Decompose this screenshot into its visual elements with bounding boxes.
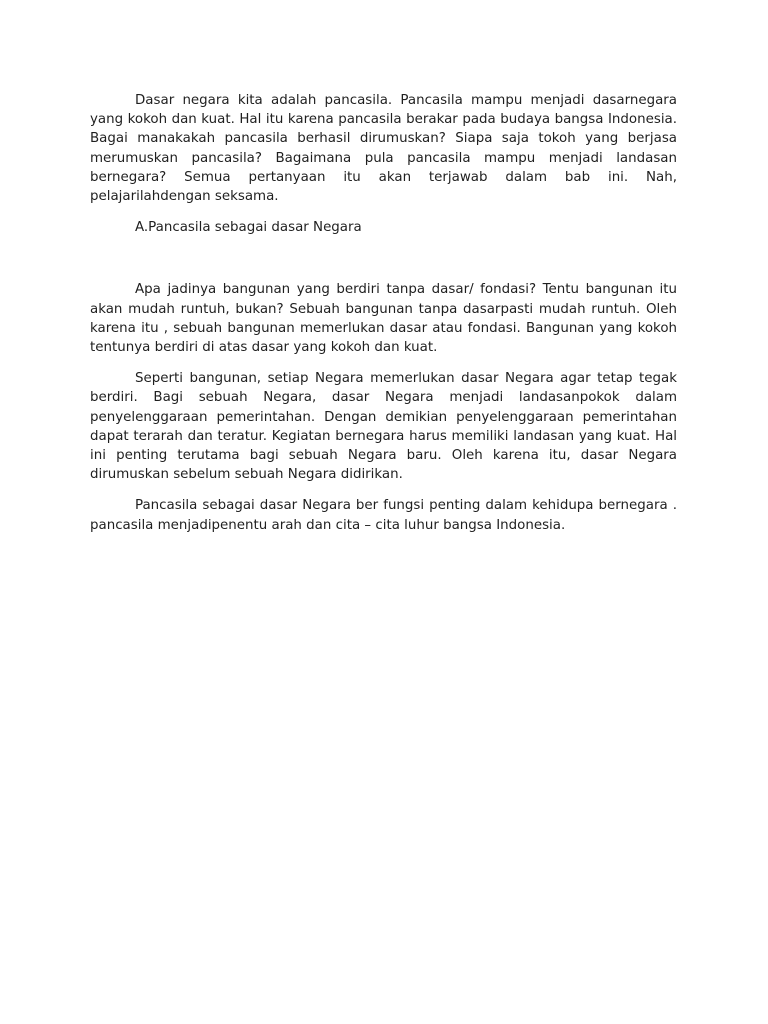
document-body <box>90 91 677 547</box>
body-paragraph-2: Seperti bangunan, setiap Negara memerlukan dasar Negara agar tetap tegak berdiri. Bagi sebuah Negara, dasar Negara menjadi landasanpokok dalam penyelenggaraan pemerintahan. Dengan demikian penyelenggaraan pemerintahan dapat terarah dan teratur. Kegiatan bernegara harus memiliki landasan yang kuat. Hal ini penting terutama bagi sebuah Negara baru. Oleh karena itu, dasar Negara dirumuskan sebelum sebuah Negara didirikan. <box>90 371 677 483</box>
blank-gap <box>90 237 677 280</box>
section-heading: A.Pancasila sebagai dasar Negara <box>135 220 362 236</box>
body-paragraph-1: Apa jadinya bangunan yang berdiri tanpa dasar/ fondasi? Tentu bangunan itu akan mudah runtuh, bukan? Sebuah bangunan tanpa dasarpasti mudah runtuh. Oleh karena itu , sebuah bangunan memerlukan dasar atau fondasi. Bangunan yang kokoh tentunya berdiri di atas dasar yang kokoh dan kuat. <box>90 282 677 356</box>
body-paragraph-3: Pancasila sebagai dasar Negara ber fungsi penting dalam kehidupa bernegara . pancasila menjadipenentu arah dan cita – cita luhur bangsa Indonesia. <box>90 498 677 533</box>
intro-paragraph: Dasar negara kita adalah pancasila. Pancasila mampu menjadi dasarnegara yang kokoh dan kuat. Hal itu karena pancasila berakar pada budaya bangsa Indonesia. Bagai manakakah pancasila berhasil dirumuskan? Siapa saja tokoh yang berjasa merumuskan pancasila? Bagaimana pula pancasila mampu menjadi landasan bernegara? Semua pertanyaan itu akan terjawab dalam bab ini. Nah, pelajarilahdengan seksama. <box>90 93 677 205</box>
